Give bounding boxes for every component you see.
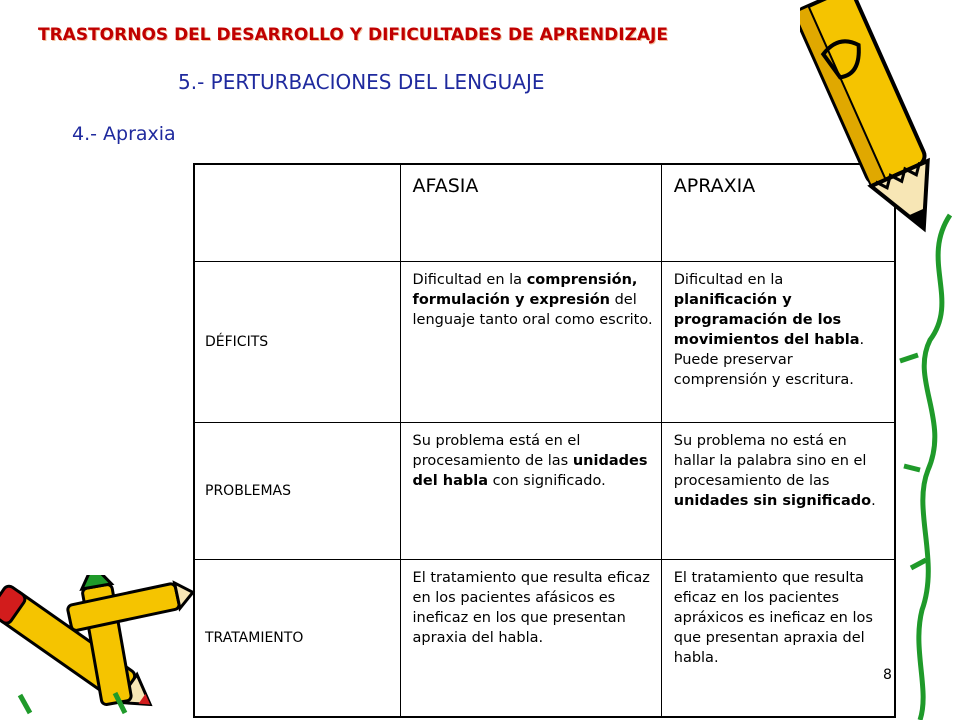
table-row [194,423,895,560]
comparison-table [193,163,896,718]
text-segment: El tratamiento que resulta eficaz en los pacientes apráxicos es ineficaz en los que presentan apraxia del habla. [673,570,873,666]
text-segment: con significado. [488,473,606,489]
pencil-icon [800,0,960,720]
table-row [194,560,895,718]
pencils-icon [0,575,200,720]
bold-text: comprensión, formulación y expresión [412,272,638,308]
text-segment: . [871,493,876,509]
page-number: 8 [883,667,892,683]
text-segment: El tratamiento que resulta eficaz en los pacientes afásicos es ineficaz en los que presentan apraxia del habla. [412,570,650,646]
bold-text: unidades del habla [412,453,648,489]
bold-text: unidades sin significado [673,493,872,509]
row-label-problemas: PROBLEMAS [194,423,400,560]
bold-text: planificación y programación de los movimientos del habla [673,292,860,348]
row-label-deficits: DÉFICITS [194,262,400,423]
table-header-row [194,164,895,262]
section-title: 5.- PERTURBACIONES DEL LENGUAJE [178,70,545,94]
text-segment: Su problema no está en hallar la palabra sino en el procesamiento de las [673,433,867,489]
text-segment: . Puede preservar comprensión y escritura. [673,332,865,388]
text-segment: Dificultad en la [673,272,784,288]
cell-afasia [400,560,661,718]
subsection-title: 4.- Apraxia [72,123,176,145]
header-cell-empty [194,164,400,262]
text-segment: Su problema está en el procesamiento de las [412,433,581,469]
table-row [194,262,895,423]
text-segment: del lenguaje tanto oral como escrito. [412,292,653,328]
row-label-tratamiento: TRATAMIENTO [194,560,400,718]
text-segment: Dificultad en la [412,272,527,288]
header-cell-apraxia: APRAXIA [661,164,895,262]
cell-afasia [400,262,661,423]
cell-afasia [400,423,661,560]
header-title: TRASTORNOS DEL DESARROLLO Y DIFICULTADES DE APRENDIZAJE [38,25,668,45]
header-cell-afasia: AFASIA [400,164,661,262]
